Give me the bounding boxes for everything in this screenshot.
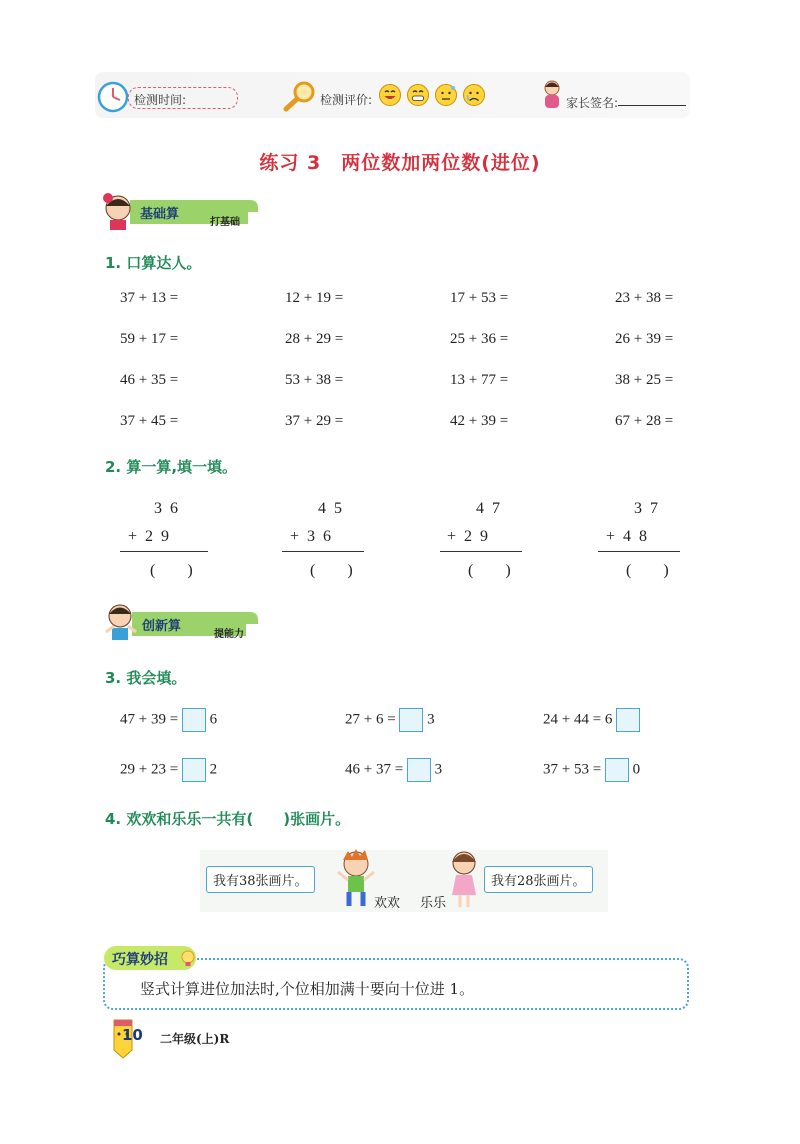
sign-line[interactable] [618,105,686,106]
clock-icon [96,80,130,114]
vertical-bottom-number: + 2 9 [128,528,170,545]
vertical-rule [120,551,208,552]
q4-title: 4. 欢欢和乐乐一共有( )张画片。 [105,810,351,828]
q1-expr[interactable]: 28 + 29 = [285,331,344,347]
q3-expr: 27 + 6 = [345,711,396,728]
answer-blank[interactable]: ( ) [150,562,193,579]
vertical-top-number: 4 5 [318,500,342,517]
answer-blank[interactable]: ( ) [468,562,511,579]
q1-expr[interactable]: 25 + 36 = [450,331,509,347]
q3-fill-item [345,708,435,732]
q1-title: 1. 口算达人。 [105,254,202,272]
q1-expr[interactable]: 37 + 13 = [120,290,179,306]
q1-expr[interactable]: 23 + 38 = [615,290,674,306]
q3-digit: 3 [434,761,443,778]
digit-box[interactable] [399,708,423,732]
answer-blank[interactable]: ( ) [310,562,353,579]
q3-expr: 37 + 53 = [543,761,602,778]
eval-label: 检测评价: [320,93,373,107]
q3-expr: 29 + 23 = [120,761,179,778]
lightbulb-icon [178,948,198,968]
name-lele: 乐乐 [420,896,447,911]
parent-avatar-icon [538,78,566,112]
digit-box[interactable] [182,708,206,732]
grin-face-icon[interactable] [406,83,430,107]
q3-fill-item [120,758,217,782]
tip-label: 巧算妙招 [112,952,168,968]
speech-bubble-lele: 我有28张画片。 [484,866,593,893]
worried-face-icon[interactable] [434,83,458,107]
speech-bubble-huanhuan: 我有38张画片。 [206,866,315,893]
q1-expr[interactable]: 38 + 25 = [615,372,674,388]
q1-expr[interactable]: 17 + 53 = [450,290,509,306]
q3-digit: 0 [632,761,641,778]
q1-expr[interactable]: 67 + 28 = [615,413,674,429]
vertical-top-number: 3 6 [154,500,178,517]
girl-lele-icon [444,848,484,910]
q3-fill-item [543,758,640,782]
q1-expr[interactable]: 37 + 45 = [120,413,179,429]
digit-box[interactable] [407,758,431,782]
q3-fill-item [120,708,217,732]
grade-label: 二年级(上)R [160,1032,230,1046]
q3-digit: 3 [427,711,435,728]
q1-expr[interactable]: 46 + 35 = [120,372,179,388]
q1-expr[interactable]: 26 + 39 = [615,331,674,347]
q3-expr: 24 + 44 = 6 [543,711,613,728]
q3-title: 3. 我会填。 [105,669,187,687]
vertical-bottom-number: + 3 6 [290,528,332,545]
vertical-rule [282,551,364,552]
section-basic-label: 基础算 [140,207,180,222]
boy-huanhuan-icon [334,848,378,910]
vertical-bottom-number: + 2 9 [447,528,489,545]
magnifier-icon [282,80,318,112]
q1-expr[interactable]: 42 + 39 = [450,413,509,429]
vertical-bottom-number: + 4 8 [606,528,648,545]
q3-expr: 47 + 39 = [120,711,179,728]
sad-face-icon[interactable] [462,83,486,107]
sign-label: 家长签名: [566,96,619,110]
vertical-rule [440,551,522,552]
q3-digit: 2 [209,761,218,778]
q1-expr[interactable]: 59 + 17 = [120,331,179,347]
tip-text: 竖式计算进位加法时,个位相加满十要向十位进 1。 [140,980,475,998]
q1-expr[interactable]: 37 + 29 = [285,413,344,429]
q3-fill-item [345,758,442,782]
page-number: 10 [122,1026,143,1044]
vertical-top-number: 4 7 [476,500,500,517]
section-basic-sub: 打基础 [210,217,240,228]
time-label: 检测时间: [134,93,187,107]
q3-expr: 46 + 37 = [345,761,404,778]
q1-expr[interactable]: 53 + 38 = [285,372,344,388]
happy-face-icon[interactable] [378,83,402,107]
digit-box[interactable] [182,758,206,782]
digit-box[interactable] [616,708,640,732]
section-basic-banner [100,192,268,232]
q2-title: 2. 算一算,填一填。 [105,458,238,476]
q1-expr[interactable]: 12 + 19 = [285,290,344,306]
q3-fill-item [543,708,640,732]
vertical-rule [598,551,680,552]
answer-blank[interactable]: ( ) [626,562,669,579]
vertical-top-number: 3 7 [634,500,658,517]
q1-expr[interactable]: 13 + 77 = [450,372,509,388]
digit-box[interactable] [605,758,629,782]
section-creative-label: 创新算 [142,619,182,634]
q3-digit: 6 [209,711,218,728]
page-title: 练习 3 两位数加两位数(进位) [259,152,541,174]
name-huanhuan: 欢欢 [374,896,401,911]
section-creative-sub: 提能力 [214,629,244,640]
